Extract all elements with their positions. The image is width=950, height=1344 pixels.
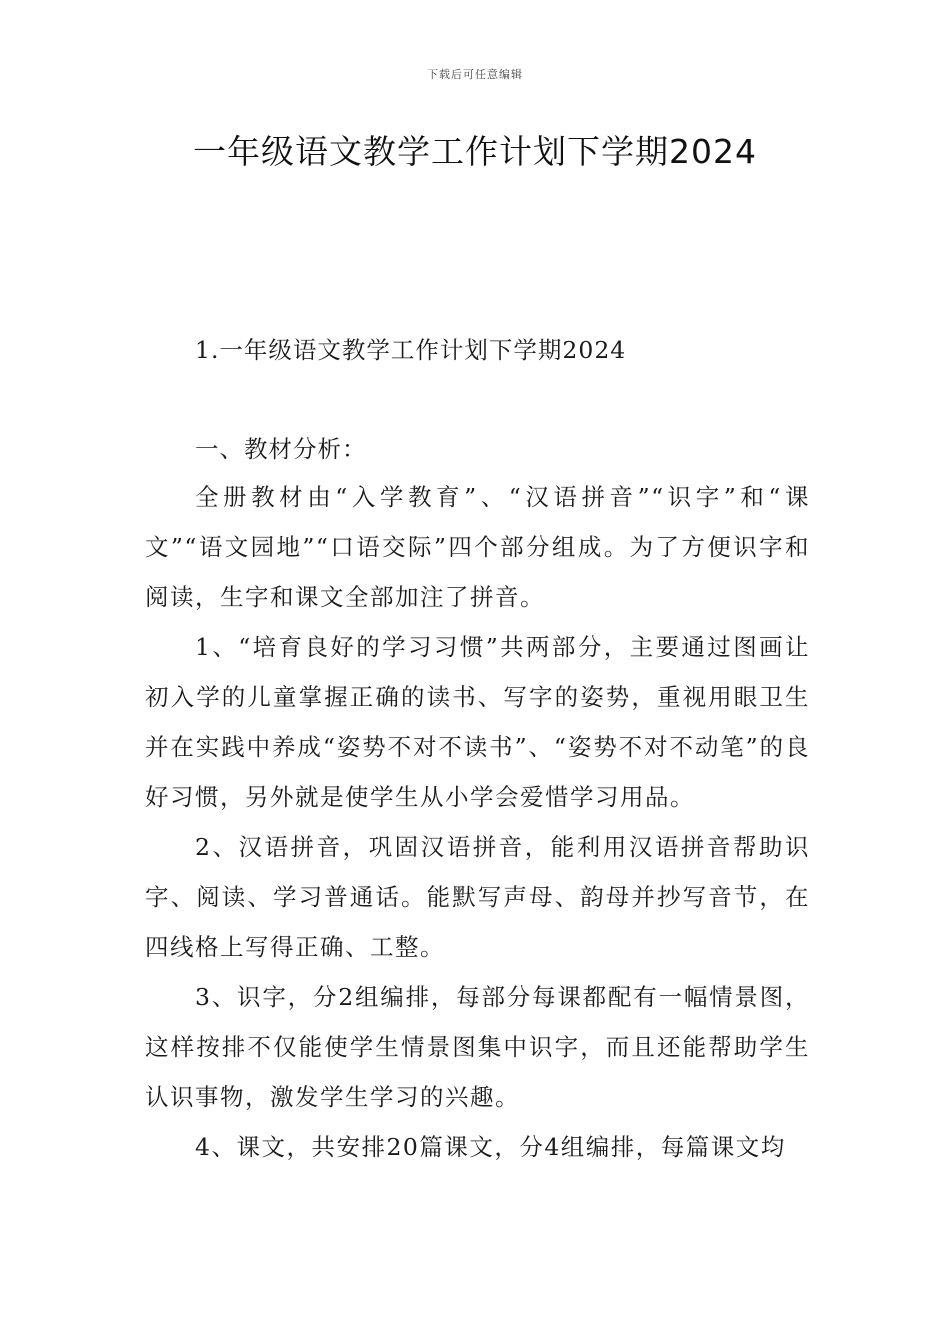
section-title: 1.一年级语文教学工作计划下学期2024 — [195, 336, 627, 364]
paragraph-pinyin: 2、汉语拼音，巩固汉语拼音，能利用汉语拼音帮助识字、阅读、学习普通话。能默写声母、韵母并抄写音节，在四线格上写得正确、工整。 — [145, 833, 810, 961]
paragraph-texts: 4、课文，共安排20篇课文，分4组编排，每篇课文均 — [195, 1133, 786, 1161]
paragraph-literacy: 3、识字，分2组编排，每部分每课都配有一幅情景图，这样按排不仅能使学生情景图集中识字，而且还能帮助学生认识事物，激发学生学习的兴趣。 — [145, 983, 810, 1111]
header-note: 下载后可任意编辑 — [427, 68, 523, 81]
body-content — [145, 472, 810, 1172]
paragraph-overview: 全册教材由“入学教育”、“汉语拼音”“识字”和“课文”“语文园地”“口语交际”四个部分组成。为了方便识字和阅读，生字和课文全部加注了拼音。 — [145, 483, 810, 611]
heading-materials-analysis: 一、教材分析： — [195, 435, 367, 463]
paragraph-habits: 1、“培育良好的学习习惯”共两部分，主要通过图画让初入学的儿童掌握正确的读书、写字的姿势，重视用眼卫生并在实践中养成“姿势不对不读书”、“姿势不对不动笔”的良好习惯，另外就是使学生从小学会爱惜学习用品。 — [145, 633, 810, 811]
document-title: 一年级语文教学工作计划下学期2024 — [193, 132, 757, 171]
